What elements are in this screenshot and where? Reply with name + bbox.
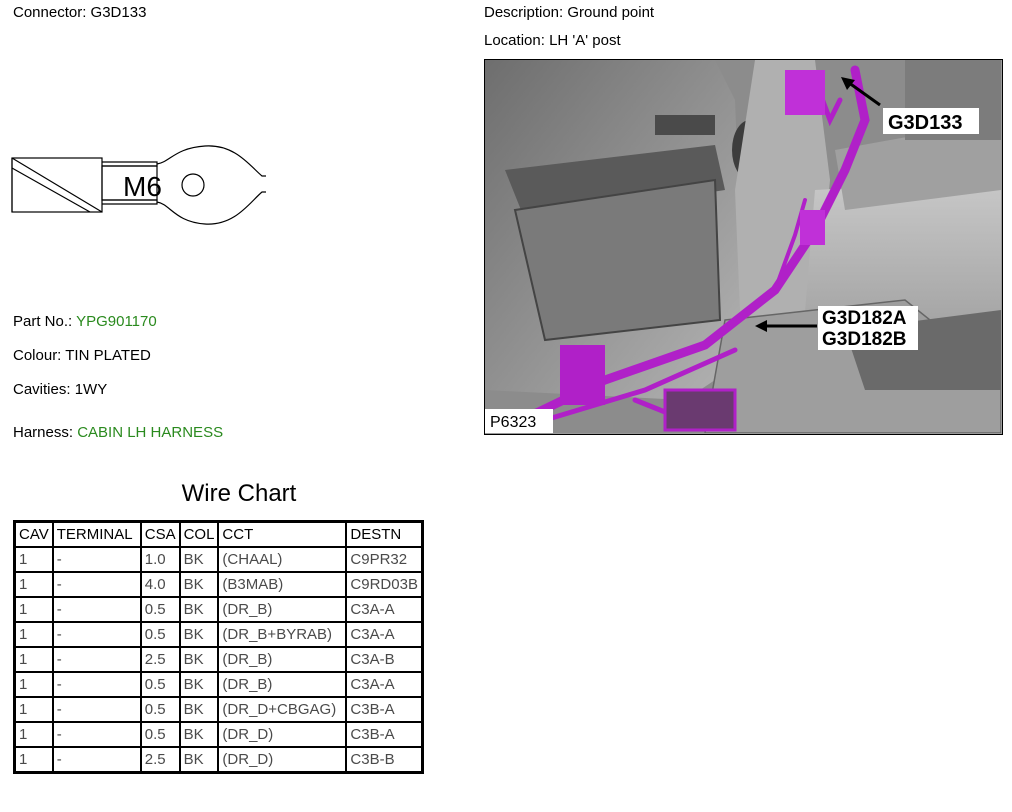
harness-value[interactable]: CABIN LH HARNESS [77, 424, 224, 441]
cell-cct: (DR_B) [218, 672, 346, 697]
cell-cct: (DR_D) [218, 747, 346, 773]
table-row [15, 722, 423, 747]
cell-cct: (DR_B) [218, 597, 346, 622]
cell-cav: 1 [15, 722, 53, 747]
cell-csa: 2.5 [141, 647, 180, 672]
header-terminal: TERMINAL [53, 522, 141, 548]
cell-destn: C9PR32 [346, 547, 422, 572]
table-row [15, 597, 423, 622]
cell-csa: 2.5 [141, 747, 180, 773]
table-row [15, 747, 423, 773]
colour-value: TIN PLATED [65, 347, 151, 364]
cell-col: BK [180, 697, 219, 722]
cell-terminal: - [53, 722, 141, 747]
cell-col: BK [180, 622, 219, 647]
cell-cct: (DR_D+CBGAG) [218, 697, 346, 722]
cell-cav: 1 [15, 597, 53, 622]
cell-csa: 4.0 [141, 572, 180, 597]
cell-cct: (CHAAL) [218, 547, 346, 572]
cell-destn: C3A-A [346, 597, 422, 622]
part-number-label: Part No.: [13, 313, 73, 330]
callout-mid-label-a: G3D182A [822, 308, 907, 329]
cell-cct: (DR_B+BYRAB) [218, 622, 346, 647]
callout-mid-label-b: G3D182B [822, 329, 907, 350]
cell-csa: 0.5 [141, 672, 180, 697]
cell-destn: C3A-A [346, 672, 422, 697]
part-number-value[interactable]: YPG901170 [76, 313, 157, 330]
cell-csa: 0.5 [141, 722, 180, 747]
cell-cav: 1 [15, 572, 53, 597]
cell-cav: 1 [15, 647, 53, 672]
cell-terminal: - [53, 697, 141, 722]
connector-label: Connector: [13, 4, 87, 21]
cell-csa: 1.0 [141, 547, 180, 572]
cell-terminal: - [53, 547, 141, 572]
cell-col: BK [180, 747, 219, 773]
location-line [484, 32, 621, 50]
table-row [15, 697, 423, 722]
location-label: Location: [484, 32, 545, 49]
location-photo [484, 59, 1003, 435]
wire-chart-table [13, 520, 424, 774]
cell-col: BK [180, 722, 219, 747]
cavities-value: 1WY [74, 381, 108, 398]
cell-destn: C9RD03B [346, 572, 422, 597]
wire-chart-title: Wire Chart [181, 480, 297, 507]
connector-line [13, 4, 146, 22]
table-row [15, 572, 423, 597]
cell-col: BK [180, 547, 219, 572]
description-label: Description: [484, 4, 564, 21]
cell-cct: (DR_D) [218, 722, 346, 747]
part-number-line [13, 313, 157, 331]
callout-top-label: G3D133 [888, 112, 963, 134]
colour-line [13, 347, 151, 365]
photo-ref-label: P6323 [490, 414, 537, 431]
cavities-line [13, 381, 107, 399]
location-value: LH 'A' post [549, 32, 621, 49]
cell-cct: (DR_B) [218, 647, 346, 672]
cell-col: BK [180, 572, 219, 597]
cell-terminal: - [53, 622, 141, 647]
cell-destn: C3A-A [346, 622, 422, 647]
cell-terminal: - [53, 747, 141, 773]
cell-cav: 1 [15, 697, 53, 722]
description-value: Ground point [567, 4, 655, 21]
header-col: COL [180, 522, 219, 548]
cell-terminal: - [53, 672, 141, 697]
cell-col: BK [180, 597, 219, 622]
description-line [484, 4, 654, 22]
cell-cav: 1 [15, 672, 53, 697]
cell-destn: C3B-B [346, 747, 422, 773]
cell-cav: 1 [15, 622, 53, 647]
cavities-label: Cavities: [13, 381, 71, 398]
table-row [15, 622, 423, 647]
cell-col: BK [180, 647, 219, 672]
vehicle-interior-illustration [485, 60, 1001, 433]
cell-csa: 0.5 [141, 697, 180, 722]
harness-line [13, 424, 223, 442]
cell-destn: C3B-A [346, 722, 422, 747]
cell-terminal: - [53, 572, 141, 597]
wire-table-header-row [15, 522, 423, 548]
header-cav: CAV [15, 522, 53, 548]
cell-destn: C3A-B [346, 647, 422, 672]
cell-csa: 0.5 [141, 597, 180, 622]
harness-label: Harness: [13, 424, 74, 441]
header-csa: CSA [141, 522, 180, 548]
header-destn: DESTN [346, 522, 422, 548]
cell-destn: C3B-A [346, 697, 422, 722]
connector-value: G3D133 [90, 4, 147, 21]
cell-cav: 1 [15, 747, 53, 773]
table-row [15, 672, 423, 697]
cell-col: BK [180, 672, 219, 697]
table-row [15, 647, 423, 672]
cell-csa: 0.5 [141, 622, 180, 647]
header-cct: CCT [218, 522, 346, 548]
ring-terminal-icon [10, 140, 270, 235]
cell-terminal: - [53, 597, 141, 622]
symbol-text: M6 [123, 171, 162, 202]
cell-cav: 1 [15, 547, 53, 572]
table-row [15, 547, 423, 572]
cell-terminal: - [53, 647, 141, 672]
cell-cct: (B3MAB) [218, 572, 346, 597]
colour-label: Colour: [13, 347, 62, 364]
